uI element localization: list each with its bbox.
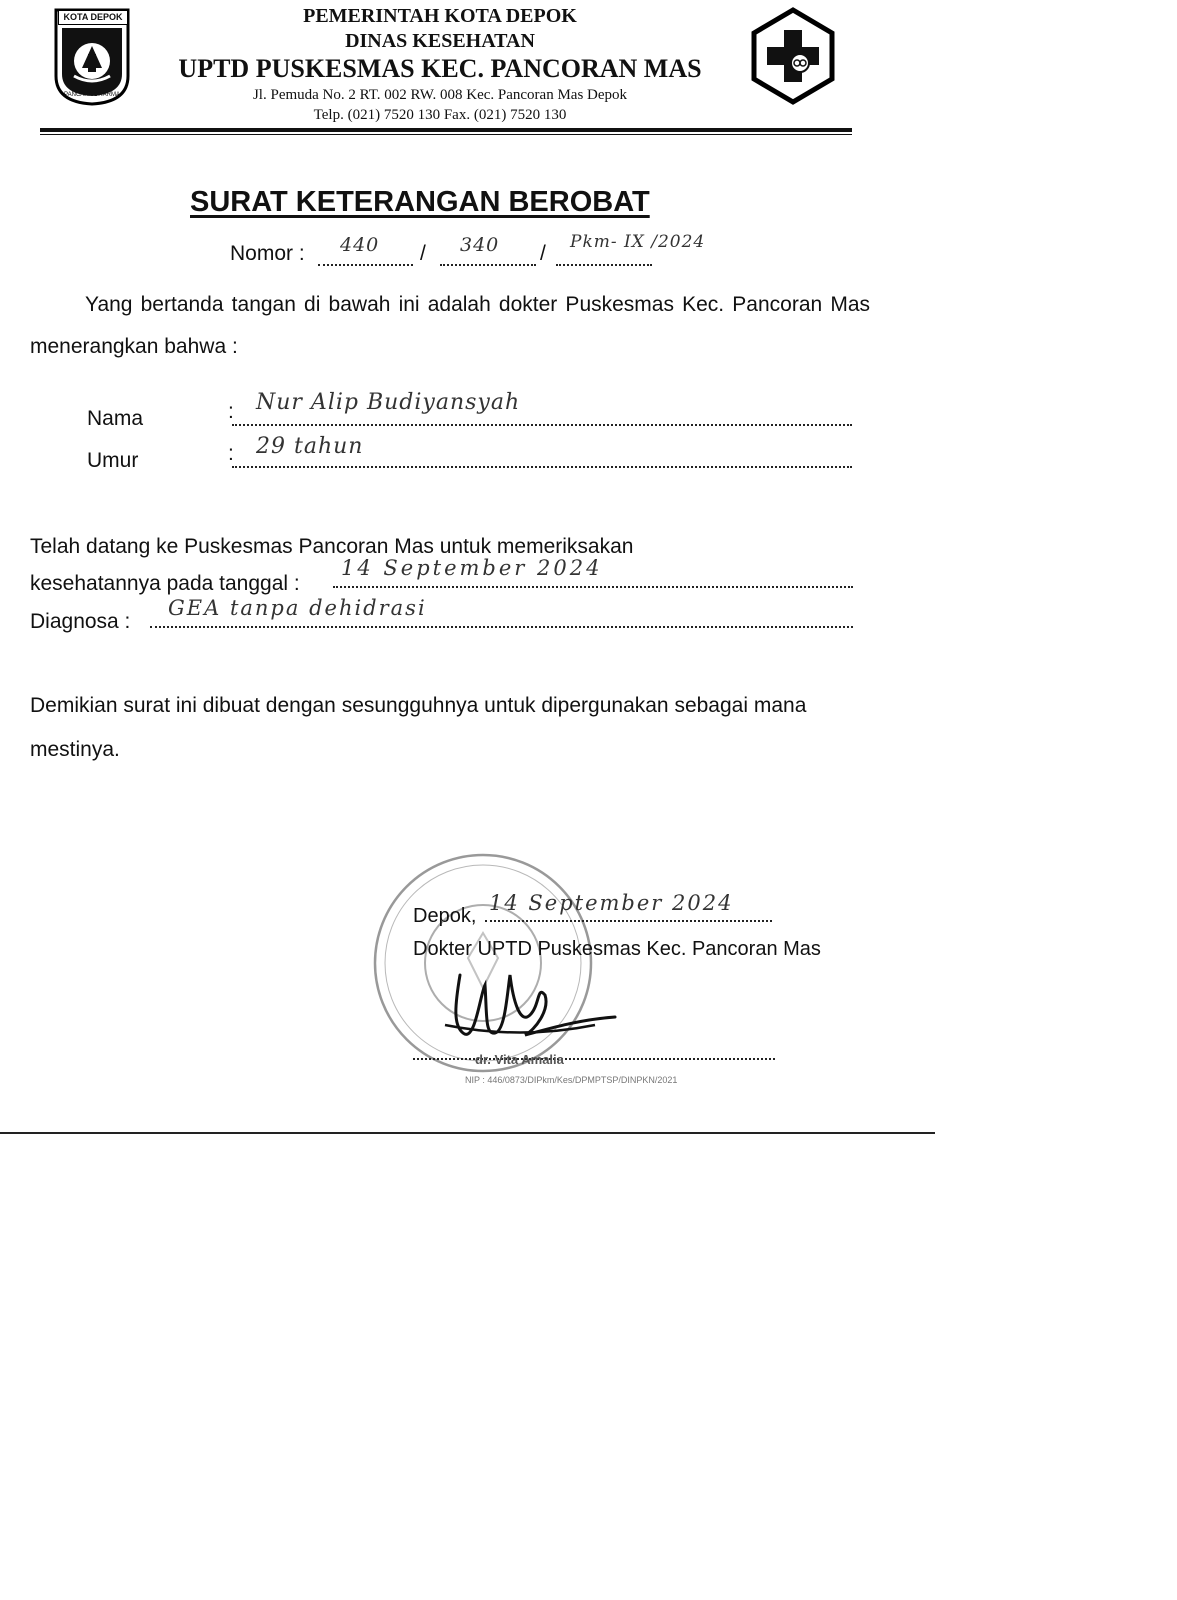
nomor-value-2: 340 — [460, 234, 500, 256]
tanggal-value: 14 September 2024 — [341, 556, 603, 580]
sign-city: Depok, — [413, 905, 477, 927]
visit-paragraph: Telah datang ke Puskesmas Pancoran Mas untuk memeriksakan — [30, 535, 634, 558]
umur-label: Umur — [87, 449, 139, 472]
diagnosa-value: GEA tanpa dehidrasi — [168, 596, 427, 620]
page-edge-line — [0, 1132, 935, 1134]
tanggal-field — [333, 556, 853, 588]
closing-paragraph: Demikian surat ini dibuat dengan sesungguhnya untuk dipergunakan sebagai mana mestinya. — [30, 694, 807, 761]
logo-label: KOTA DEPOK — [58, 10, 128, 25]
nomor-field-1 — [318, 234, 413, 266]
umur-field: : 29 tahun — [232, 440, 852, 468]
nomor-value-3: Pkm- IX /2024 — [570, 232, 706, 252]
tanggal-label: kesehatannya pada tanggal : — [30, 572, 300, 595]
institution-contact: Telp. (021) 7520 130 Fax. (021) 7520 130 — [313, 107, 567, 123]
government-name: PEMERINTAH KOTA DEPOK — [303, 5, 577, 27]
letterhead-rule-thick — [40, 128, 852, 132]
diagnosa-field — [150, 596, 853, 628]
institution-address: Jl. Pemuda No. 2 RT. 002 RW. 008 Kec. Pancoran Mas Depok — [252, 87, 628, 103]
sign-date-value: 14 September 2024 — [489, 891, 734, 915]
nomor-separator: / — [420, 242, 426, 265]
logo-motto: PANCARA DHARMA — [64, 92, 120, 98]
umur-value: 29 tahun — [256, 434, 364, 459]
signatory-title: Dokter UPTD Puskesmas Kec. Pancoran Mas — [413, 938, 821, 960]
nomor-field-3 — [556, 232, 706, 266]
doctor-nip: NIP : 446/0873/DIPkm/Kes/DPMPTSP/DINPKN/2021 — [465, 1075, 678, 1085]
letterhead-rule-thin — [40, 134, 852, 135]
nama-field: : Nur Alip Budiyansyah — [232, 398, 852, 426]
puskesmas-logo — [748, 6, 838, 106]
nomor-value-1: 440 — [340, 234, 380, 256]
intro-paragraph: Yang bertanda tangan di bawah ini adalah dokter Puskesmas Kec. Pancoran Mas menerangkan bahwa : — [30, 293, 870, 358]
nomor-separator: / — [540, 242, 546, 265]
nama-value: Nur Alip Budiyansyah — [256, 390, 521, 415]
agency-name: DINAS KESEHATAN — [345, 30, 535, 52]
sign-date-field — [485, 893, 772, 922]
signature-line — [413, 1056, 775, 1060]
diagnosa-label: Diagnosa : — [30, 610, 131, 633]
nomor-label: Nomor : — [230, 242, 305, 265]
nama-label: Nama — [87, 407, 144, 430]
institution-name: UPTD PUSKESMAS KEC. PANCORAN MAS — [178, 54, 702, 83]
nomor-field-2 — [440, 234, 536, 266]
document-title: SURAT KETERANGAN BEROBAT — [190, 186, 650, 218]
doctor-name: dr. Vita Amalia — [475, 1052, 564, 1067]
handwritten-signature — [425, 955, 635, 1055]
